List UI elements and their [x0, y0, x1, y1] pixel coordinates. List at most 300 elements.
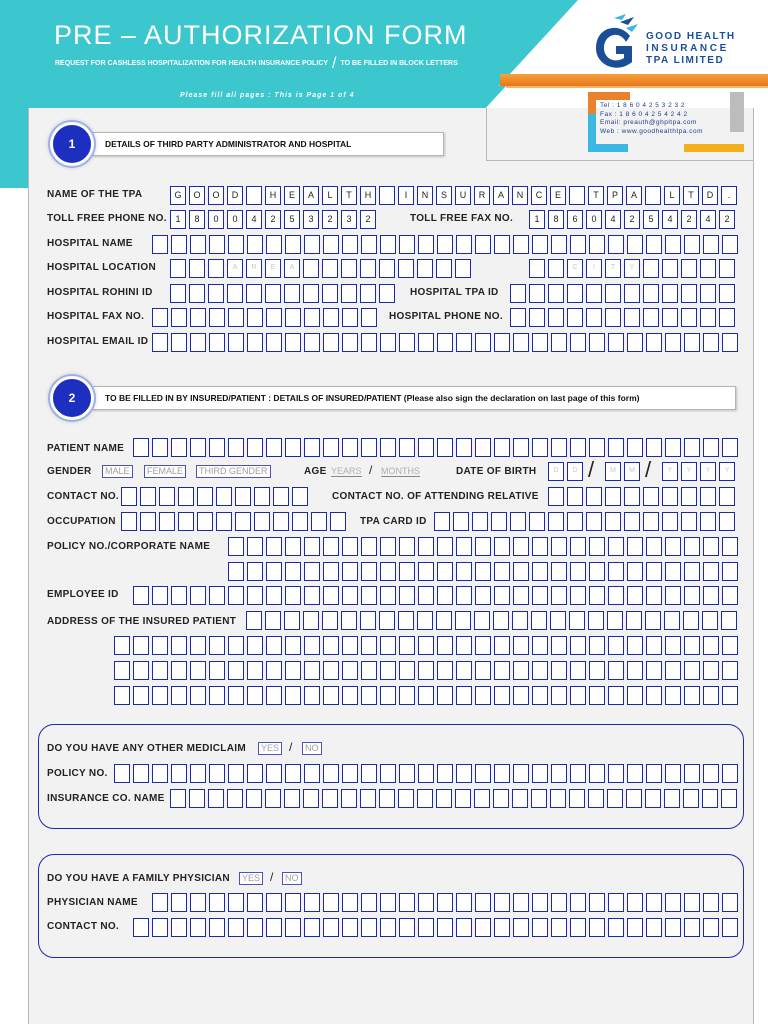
char-box[interactable]	[114, 661, 130, 680]
char-box[interactable]	[266, 333, 282, 352]
char-box[interactable]	[570, 562, 586, 581]
char-box[interactable]: 8	[548, 210, 564, 229]
char-box[interactable]	[532, 438, 548, 457]
char-box[interactable]	[273, 487, 289, 506]
char-box[interactable]	[178, 512, 194, 531]
char-box[interactable]	[398, 259, 414, 278]
char-box[interactable]	[532, 333, 548, 352]
char-box[interactable]	[171, 893, 187, 912]
char-box[interactable]	[456, 438, 472, 457]
char-box[interactable]	[551, 562, 567, 581]
char-box[interactable]	[418, 918, 434, 937]
char-box[interactable]	[608, 537, 624, 556]
char-box[interactable]	[684, 537, 700, 556]
char-box[interactable]	[608, 562, 624, 581]
char-box[interactable]	[608, 438, 624, 457]
char-box[interactable]	[624, 487, 640, 506]
char-box[interactable]	[170, 284, 186, 303]
char-box[interactable]	[664, 789, 680, 808]
char-box[interactable]	[323, 562, 339, 581]
char-box[interactable]	[570, 537, 586, 556]
char-box[interactable]	[567, 284, 583, 303]
char-box[interactable]	[227, 284, 243, 303]
char-box[interactable]	[475, 586, 491, 605]
char-box[interactable]: 4	[700, 210, 716, 229]
char-box[interactable]	[494, 333, 510, 352]
char-box[interactable]	[189, 284, 205, 303]
char-box[interactable]	[303, 259, 319, 278]
char-box[interactable]	[567, 512, 583, 531]
char-box[interactable]	[304, 438, 320, 457]
char-box[interactable]	[171, 438, 187, 457]
char-box[interactable]	[643, 308, 659, 327]
char-box[interactable]	[399, 235, 415, 254]
char-box[interactable]	[664, 611, 680, 630]
char-box[interactable]	[605, 308, 621, 327]
char-box[interactable]	[643, 284, 659, 303]
char-box[interactable]	[643, 512, 659, 531]
char-box[interactable]	[380, 764, 396, 783]
char-box[interactable]	[627, 562, 643, 581]
char-box[interactable]	[681, 487, 697, 506]
char-box[interactable]: 3	[341, 210, 357, 229]
char-box[interactable]	[627, 918, 643, 937]
char-box[interactable]	[285, 893, 301, 912]
char-box[interactable]	[285, 537, 301, 556]
char-box[interactable]	[399, 893, 415, 912]
char-box[interactable]	[197, 512, 213, 531]
char-box[interactable]	[342, 636, 358, 655]
char-box[interactable]	[494, 438, 510, 457]
char-box[interactable]	[266, 438, 282, 457]
char-box[interactable]	[665, 333, 681, 352]
char-box[interactable]	[608, 893, 624, 912]
gender-female-option[interactable]: FEMALE	[144, 465, 186, 478]
char-box[interactable]	[121, 487, 137, 506]
char-box[interactable]	[532, 686, 548, 705]
char-box[interactable]: 0	[227, 210, 243, 229]
char-box[interactable]	[418, 893, 434, 912]
char-box[interactable]	[399, 562, 415, 581]
patient-name-boxes[interactable]	[133, 438, 738, 457]
char-box[interactable]	[342, 918, 358, 937]
char-box[interactable]	[475, 333, 491, 352]
char-box[interactable]	[475, 661, 491, 680]
char-box[interactable]	[493, 611, 509, 630]
char-box[interactable]	[437, 235, 453, 254]
char-box[interactable]: H	[360, 186, 376, 205]
char-box[interactable]	[589, 333, 605, 352]
char-box[interactable]	[265, 611, 281, 630]
char-box[interactable]	[627, 636, 643, 655]
char-box[interactable]	[548, 259, 564, 278]
char-box[interactable]	[228, 235, 244, 254]
char-box[interactable]: C	[531, 186, 547, 205]
char-box[interactable]	[266, 308, 282, 327]
char-box[interactable]	[684, 333, 700, 352]
char-box[interactable]	[152, 661, 168, 680]
char-box[interactable]	[626, 789, 642, 808]
char-box[interactable]	[665, 764, 681, 783]
char-box[interactable]	[341, 259, 357, 278]
char-box[interactable]	[665, 537, 681, 556]
char-box[interactable]	[342, 562, 358, 581]
char-box[interactable]	[190, 235, 206, 254]
char-box[interactable]	[190, 918, 206, 937]
hospital-tpa-id-boxes[interactable]	[510, 284, 735, 303]
char-box[interactable]	[189, 789, 205, 808]
char-box[interactable]: P	[607, 186, 623, 205]
char-box[interactable]	[322, 284, 338, 303]
char-box[interactable]	[247, 764, 263, 783]
char-box[interactable]	[437, 636, 453, 655]
char-box[interactable]	[285, 636, 301, 655]
char-box[interactable]	[513, 333, 529, 352]
char-box[interactable]	[285, 438, 301, 457]
char-box[interactable]	[570, 586, 586, 605]
char-box[interactable]: N	[417, 186, 433, 205]
char-box[interactable]	[171, 764, 187, 783]
address-boxes-4[interactable]	[114, 686, 738, 705]
char-box[interactable]	[703, 235, 719, 254]
char-box[interactable]	[266, 636, 282, 655]
char-box[interactable]	[532, 235, 548, 254]
char-box[interactable]	[323, 686, 339, 705]
char-box[interactable]	[608, 636, 624, 655]
char-box[interactable]	[304, 235, 320, 254]
char-box[interactable]	[662, 512, 678, 531]
occupation-boxes[interactable]	[121, 512, 346, 531]
char-box[interactable]	[437, 893, 453, 912]
char-box[interactable]	[209, 661, 225, 680]
char-box[interactable]	[216, 512, 232, 531]
char-box[interactable]: 8	[189, 210, 205, 229]
char-box[interactable]	[684, 764, 700, 783]
char-box[interactable]	[456, 333, 472, 352]
hospital-email-boxes[interactable]	[152, 333, 738, 352]
char-box[interactable]	[341, 611, 357, 630]
dob-day-boxes[interactable]	[548, 462, 583, 481]
char-box[interactable]	[285, 333, 301, 352]
char-box[interactable]	[513, 686, 529, 705]
physician-contact-boxes[interactable]	[133, 918, 738, 937]
char-box[interactable]	[684, 235, 700, 254]
char-box[interactable]	[209, 636, 225, 655]
char-box[interactable]	[380, 235, 396, 254]
char-box[interactable]	[266, 764, 282, 783]
char-box[interactable]	[529, 512, 545, 531]
char-box[interactable]	[703, 893, 719, 912]
char-box[interactable]	[494, 893, 510, 912]
char-box[interactable]	[608, 686, 624, 705]
char-box[interactable]	[380, 438, 396, 457]
char-box[interactable]	[475, 438, 491, 457]
age-years[interactable]: YEARS	[331, 466, 362, 476]
char-box[interactable]	[456, 661, 472, 680]
char-box[interactable]	[342, 764, 358, 783]
char-box[interactable]	[589, 438, 605, 457]
char-box[interactable]	[171, 686, 187, 705]
char-box[interactable]	[567, 487, 583, 506]
char-box[interactable]	[700, 308, 716, 327]
char-box[interactable]: N	[512, 186, 528, 205]
char-box[interactable]	[532, 562, 548, 581]
char-box[interactable]	[437, 438, 453, 457]
char-box[interactable]: D	[567, 462, 583, 481]
char-box[interactable]	[361, 333, 377, 352]
char-box[interactable]: M	[605, 462, 621, 481]
char-box[interactable]	[703, 918, 719, 937]
char-box[interactable]	[722, 636, 738, 655]
address-boxes-3[interactable]	[114, 661, 738, 680]
char-box[interactable]	[418, 537, 434, 556]
char-box[interactable]	[114, 686, 130, 705]
char-box[interactable]: 5	[643, 210, 659, 229]
char-box[interactable]	[418, 235, 434, 254]
char-box[interactable]: A	[284, 259, 300, 278]
char-box[interactable]	[532, 586, 548, 605]
char-box[interactable]	[475, 918, 491, 937]
char-box[interactable]	[304, 537, 320, 556]
char-box[interactable]	[399, 661, 415, 680]
char-box[interactable]	[474, 789, 490, 808]
char-box[interactable]	[608, 586, 624, 605]
char-box[interactable]: 2	[624, 210, 640, 229]
char-box[interactable]	[209, 893, 225, 912]
char-box[interactable]	[360, 789, 376, 808]
char-box[interactable]	[265, 284, 281, 303]
char-box[interactable]	[703, 686, 719, 705]
char-box[interactable]	[646, 438, 662, 457]
char-box[interactable]	[589, 764, 605, 783]
char-box[interactable]	[684, 562, 700, 581]
char-box[interactable]	[456, 235, 472, 254]
char-box[interactable]	[608, 918, 624, 937]
char-box[interactable]	[700, 284, 716, 303]
char-box[interactable]	[228, 893, 244, 912]
char-box[interactable]	[247, 235, 263, 254]
char-box[interactable]	[475, 764, 491, 783]
address-boxes-2[interactable]	[114, 636, 738, 655]
char-box[interactable]	[684, 661, 700, 680]
char-box[interactable]	[189, 259, 205, 278]
char-box[interactable]	[235, 487, 251, 506]
char-box[interactable]: 4	[605, 210, 621, 229]
char-box[interactable]	[513, 636, 529, 655]
hospital-city-boxes[interactable]	[529, 259, 735, 278]
char-box[interactable]	[722, 438, 738, 457]
char-box[interactable]	[608, 764, 624, 783]
char-box[interactable]	[266, 586, 282, 605]
char-box[interactable]	[228, 764, 244, 783]
char-box[interactable]	[171, 308, 187, 327]
char-box[interactable]: E	[265, 259, 281, 278]
char-box[interactable]	[456, 686, 472, 705]
char-box[interactable]	[379, 789, 395, 808]
char-box[interactable]	[627, 764, 643, 783]
char-box[interactable]	[626, 611, 642, 630]
char-box[interactable]	[605, 487, 621, 506]
char-box[interactable]	[399, 918, 415, 937]
char-box[interactable]	[323, 918, 339, 937]
char-box[interactable]	[323, 235, 339, 254]
char-box[interactable]	[380, 586, 396, 605]
char-box[interactable]: E	[284, 186, 300, 205]
char-box[interactable]	[171, 235, 187, 254]
mediclaim-yes-option[interactable]: YES	[258, 742, 282, 755]
char-box[interactable]	[665, 893, 681, 912]
char-box[interactable]	[254, 487, 270, 506]
char-box[interactable]	[510, 308, 526, 327]
char-box[interactable]	[171, 636, 187, 655]
char-box[interactable]	[722, 235, 738, 254]
char-box[interactable]	[512, 789, 528, 808]
char-box[interactable]	[190, 661, 206, 680]
char-box[interactable]	[513, 537, 529, 556]
char-box[interactable]	[322, 259, 338, 278]
char-box[interactable]	[342, 333, 358, 352]
char-box[interactable]	[246, 284, 262, 303]
char-box[interactable]	[398, 611, 414, 630]
char-box[interactable]	[322, 611, 338, 630]
char-box[interactable]	[722, 764, 738, 783]
char-box[interactable]	[646, 235, 662, 254]
char-box[interactable]: 2	[681, 210, 697, 229]
char-box[interactable]	[548, 512, 564, 531]
dob-month-boxes[interactable]	[605, 462, 640, 481]
char-box[interactable]: R	[246, 259, 262, 278]
char-box[interactable]: 2	[719, 210, 735, 229]
char-box[interactable]	[266, 661, 282, 680]
char-box[interactable]: O	[208, 186, 224, 205]
char-box[interactable]	[380, 686, 396, 705]
char-box[interactable]: 2	[322, 210, 338, 229]
char-box[interactable]	[323, 636, 339, 655]
char-box[interactable]	[662, 308, 678, 327]
char-box[interactable]	[380, 661, 396, 680]
char-box[interactable]	[247, 537, 263, 556]
char-box[interactable]	[361, 235, 377, 254]
char-box[interactable]	[529, 308, 545, 327]
char-box[interactable]	[266, 686, 282, 705]
char-box[interactable]	[548, 487, 564, 506]
char-box[interactable]	[455, 789, 471, 808]
char-box[interactable]	[304, 661, 320, 680]
char-box[interactable]	[361, 586, 377, 605]
char-box[interactable]	[719, 512, 735, 531]
char-box[interactable]	[228, 562, 244, 581]
char-box[interactable]	[311, 512, 327, 531]
char-box[interactable]	[529, 259, 545, 278]
char-box[interactable]	[285, 764, 301, 783]
char-box[interactable]	[266, 562, 282, 581]
char-box[interactable]	[589, 636, 605, 655]
char-box[interactable]	[683, 611, 699, 630]
char-box[interactable]	[624, 308, 640, 327]
char-box[interactable]	[341, 789, 357, 808]
char-box[interactable]	[209, 235, 225, 254]
char-box[interactable]	[399, 636, 415, 655]
char-box[interactable]	[304, 562, 320, 581]
char-box[interactable]	[589, 235, 605, 254]
char-box[interactable]	[646, 764, 662, 783]
char-box[interactable]	[456, 764, 472, 783]
insurer-boxes[interactable]	[170, 789, 737, 808]
char-box[interactable]	[703, 562, 719, 581]
char-box[interactable]	[494, 661, 510, 680]
contact-boxes[interactable]	[121, 487, 308, 506]
char-box[interactable]	[627, 333, 643, 352]
char-box[interactable]	[304, 308, 320, 327]
char-box[interactable]	[548, 284, 564, 303]
char-box[interactable]	[247, 661, 263, 680]
char-box[interactable]: T	[605, 259, 621, 278]
char-box[interactable]	[152, 686, 168, 705]
char-box[interactable]: D	[227, 186, 243, 205]
char-box[interactable]	[570, 636, 586, 655]
char-box[interactable]	[361, 686, 377, 705]
age-months[interactable]: MONTHS	[381, 466, 420, 476]
char-box[interactable]	[152, 764, 168, 783]
char-box[interactable]	[719, 308, 735, 327]
char-box[interactable]	[247, 893, 263, 912]
char-box[interactable]: L	[322, 186, 338, 205]
char-box[interactable]	[472, 512, 488, 531]
char-box[interactable]: O	[189, 186, 205, 205]
char-box[interactable]	[551, 893, 567, 912]
char-box[interactable]	[247, 636, 263, 655]
char-box[interactable]	[190, 586, 206, 605]
char-box[interactable]	[532, 537, 548, 556]
char-box[interactable]	[607, 611, 623, 630]
relative-contact-boxes[interactable]	[548, 487, 735, 506]
char-box[interactable]	[247, 562, 263, 581]
char-box[interactable]	[510, 284, 526, 303]
char-box[interactable]	[436, 789, 452, 808]
char-box[interactable]	[323, 438, 339, 457]
char-box[interactable]	[722, 537, 738, 556]
char-box[interactable]	[532, 661, 548, 680]
char-box[interactable]	[569, 789, 585, 808]
char-box[interactable]	[285, 308, 301, 327]
char-box[interactable]: D	[548, 462, 564, 481]
address-boxes-1[interactable]	[246, 611, 737, 630]
char-box[interactable]	[342, 661, 358, 680]
char-box[interactable]	[665, 686, 681, 705]
char-box[interactable]	[171, 586, 187, 605]
char-box[interactable]	[703, 764, 719, 783]
char-box[interactable]	[284, 611, 300, 630]
char-box[interactable]	[322, 789, 338, 808]
char-box[interactable]	[323, 333, 339, 352]
char-box[interactable]	[722, 918, 738, 937]
char-box[interactable]	[646, 333, 662, 352]
char-box[interactable]	[152, 918, 168, 937]
char-box[interactable]	[342, 235, 358, 254]
char-box[interactable]	[380, 562, 396, 581]
char-box[interactable]	[228, 586, 244, 605]
char-box[interactable]	[379, 259, 395, 278]
char-box[interactable]	[589, 562, 605, 581]
char-box[interactable]	[304, 893, 320, 912]
char-box[interactable]	[152, 438, 168, 457]
hospital-fax-boxes[interactable]	[152, 308, 377, 327]
char-box[interactable]	[304, 918, 320, 937]
char-box[interactable]: I	[586, 259, 602, 278]
char-box[interactable]	[417, 611, 433, 630]
char-box[interactable]	[379, 186, 395, 205]
char-box[interactable]: L	[664, 186, 680, 205]
